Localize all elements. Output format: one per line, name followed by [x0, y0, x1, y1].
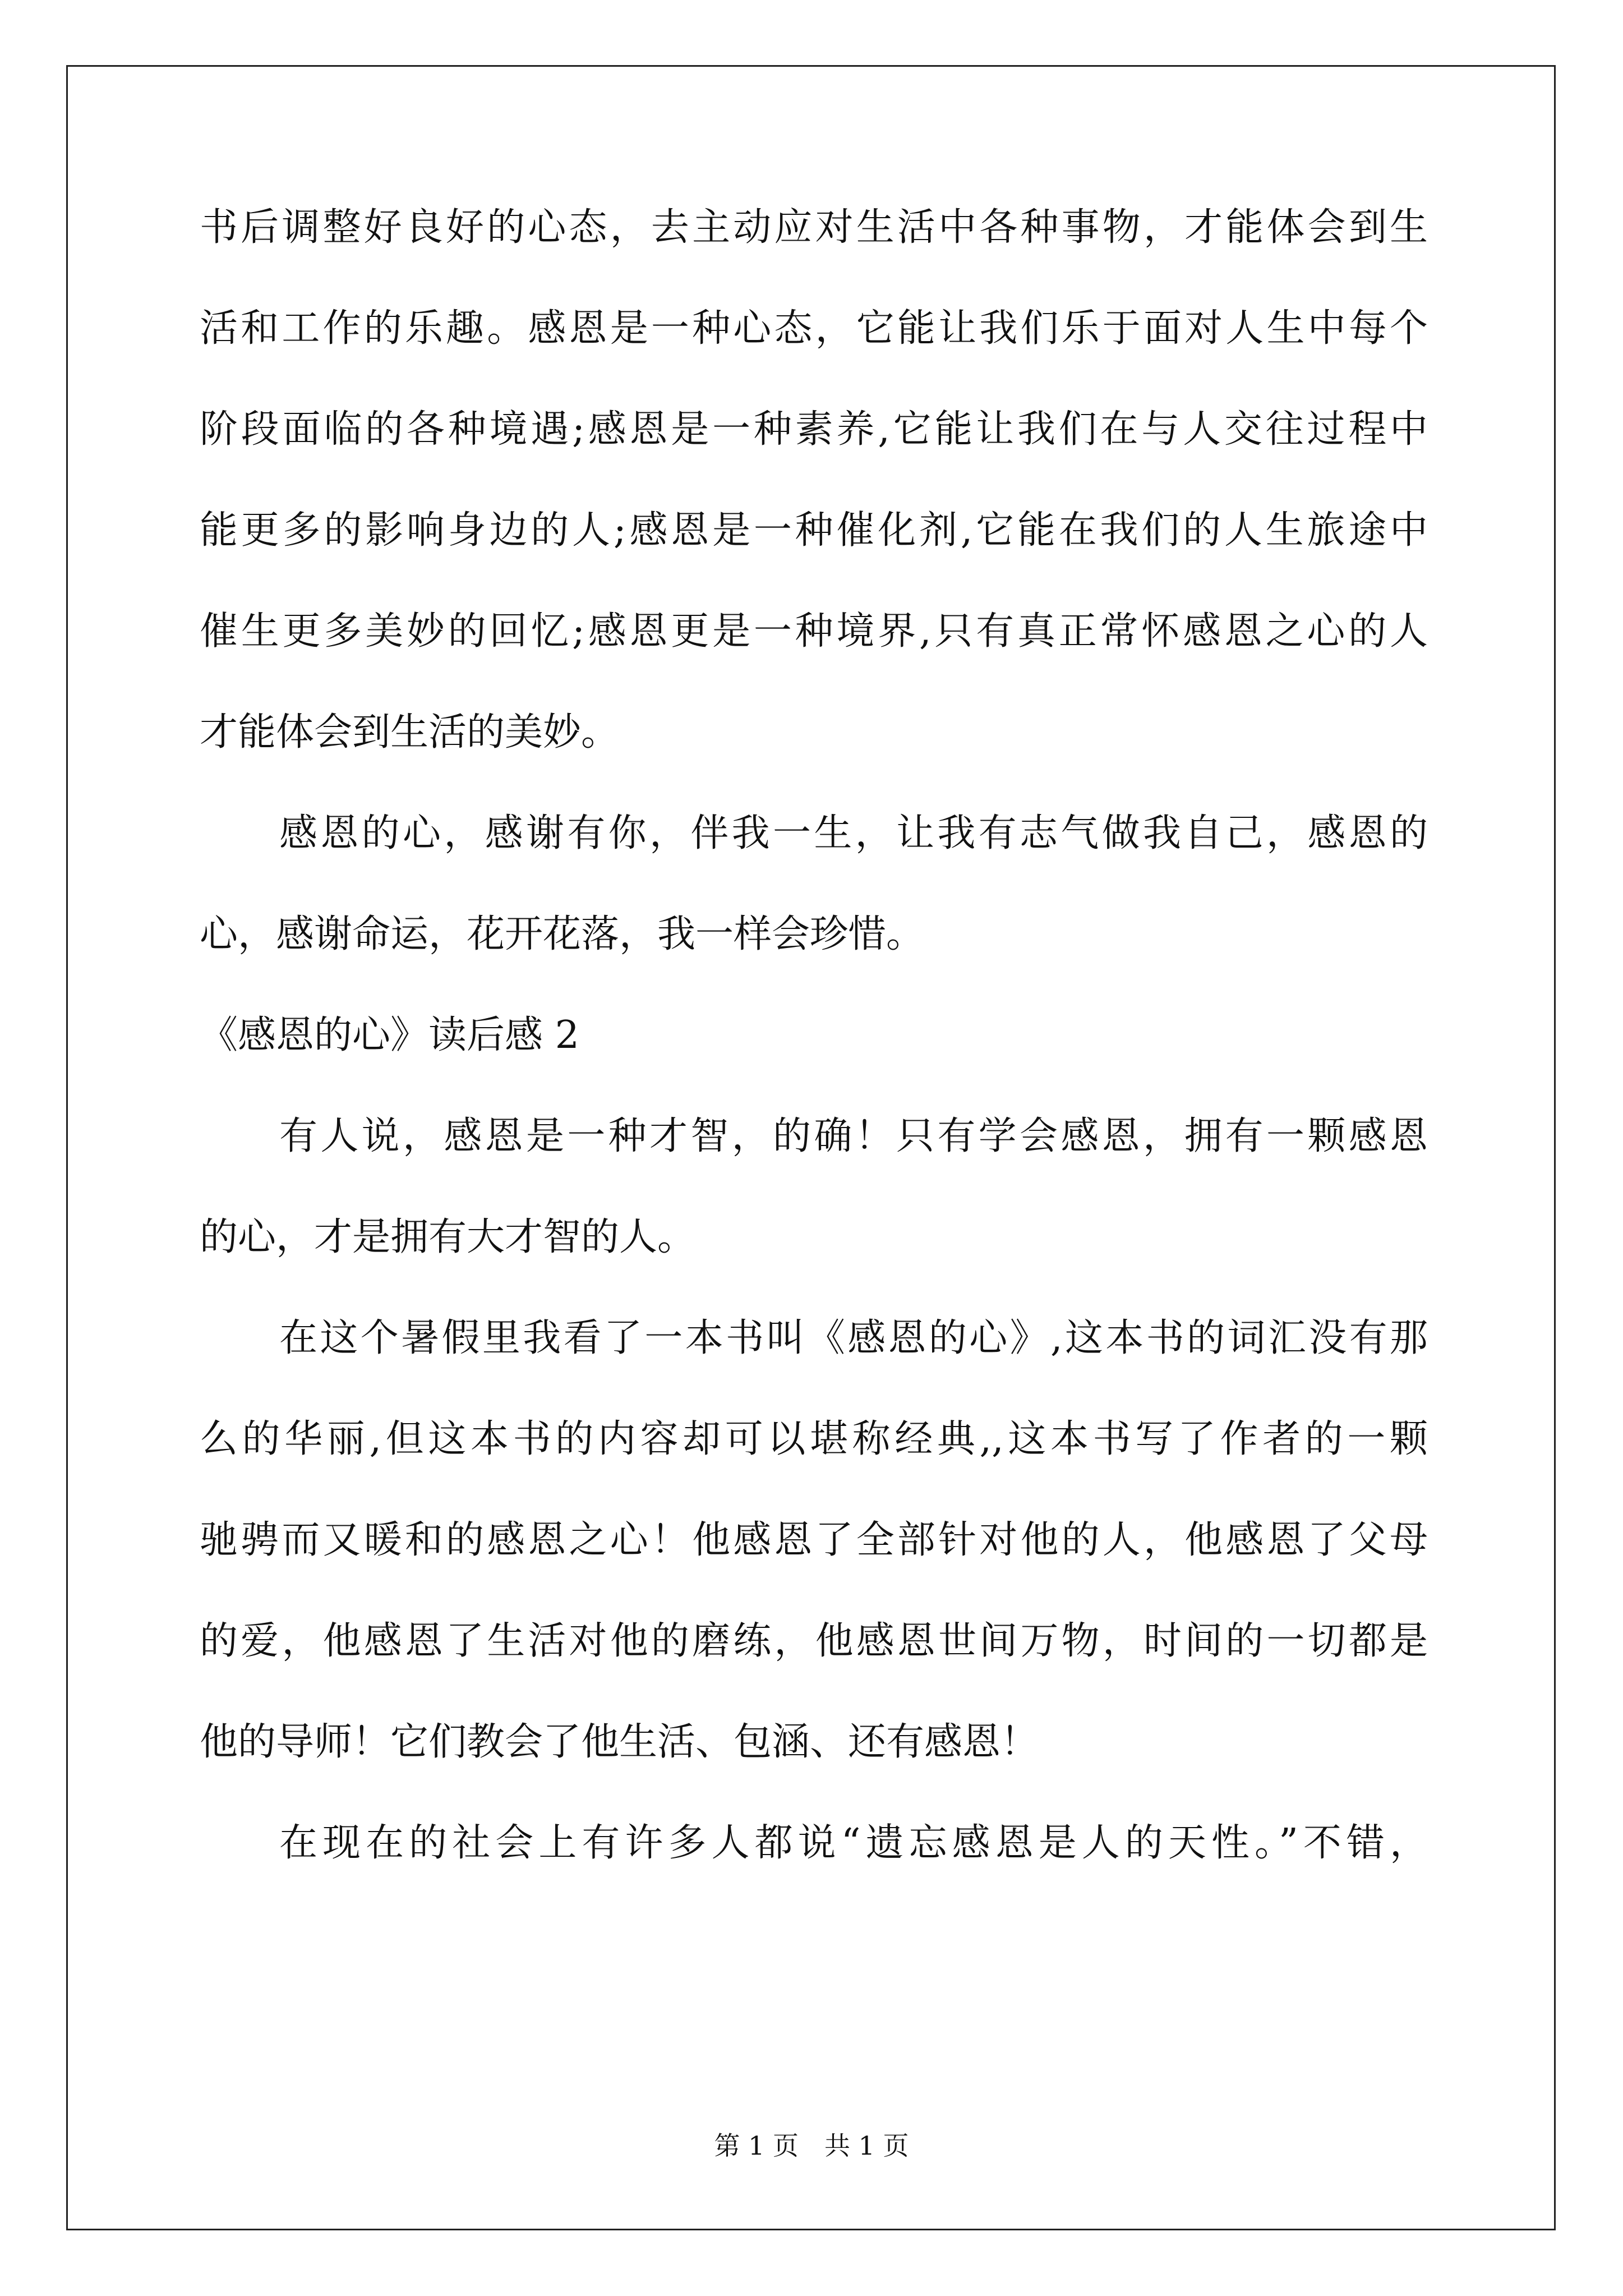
- text-line: 心，感谢命运，花开花落，我一样会珍惜。: [200, 912, 925, 956]
- page-footer: 第 1 页 共 1 页: [714, 2131, 909, 2161]
- paragraph-start-line: 感恩的心，感谢有你，伴我一生，让我有志气做我自己，感恩的: [279, 811, 1428, 855]
- text-line: 他的导师！它们教会了他生活、包涵、还有感恩！: [200, 1720, 1039, 1764]
- text-line: 么的华丽,但这本书的内容却可以堪称经典,,这本书写了作者的一颗: [200, 1417, 1428, 1461]
- text-line: 的爱，他感恩了生活对他的磨练，他感恩世间万物，时间的一切都是: [200, 1619, 1428, 1663]
- text-line: 书后调整好良好的心态，去主动应对生活中各种事物，才能体会到生: [200, 205, 1428, 250]
- text-line: 活和工作的乐趣。感恩是一种心态，它能让我们乐于面对人生中每个: [200, 306, 1428, 351]
- paragraph-start-line: 在现在的社会上有许多人都说“遗忘感恩是人的天性。”不错，: [279, 1821, 1428, 1865]
- paragraph-start-line: 有人说，感恩是一种才智，的确！只有学会感恩，拥有一颗感恩: [279, 1114, 1428, 1158]
- text-line: 的心，才是拥有大才智的人。: [200, 1215, 696, 1259]
- text-line: 驰骋而又暖和的感恩之心！他感恩了全部针对他的人，他感恩了父母: [200, 1518, 1428, 1562]
- text-line: 能更多的影响身边的人;感恩是一种催化剂,它能在我们的人生旅途中: [200, 508, 1428, 553]
- text-line: 催生更多美妙的回忆;感恩更是一种境界,只有真正常怀感恩之心的人: [200, 609, 1428, 654]
- text-line: 才能体会到生活的美妙。: [200, 710, 620, 754]
- text-line: 阶段面临的各种境遇;感恩是一种素养,它能让我们在与人交往过程中: [200, 407, 1428, 452]
- section-heading: 《感恩的心》读后感 2: [200, 1013, 579, 1057]
- paragraph-start-line: 在这个暑假里我看了一本书叫《感恩的心》,这本书的词汇没有那: [279, 1316, 1428, 1360]
